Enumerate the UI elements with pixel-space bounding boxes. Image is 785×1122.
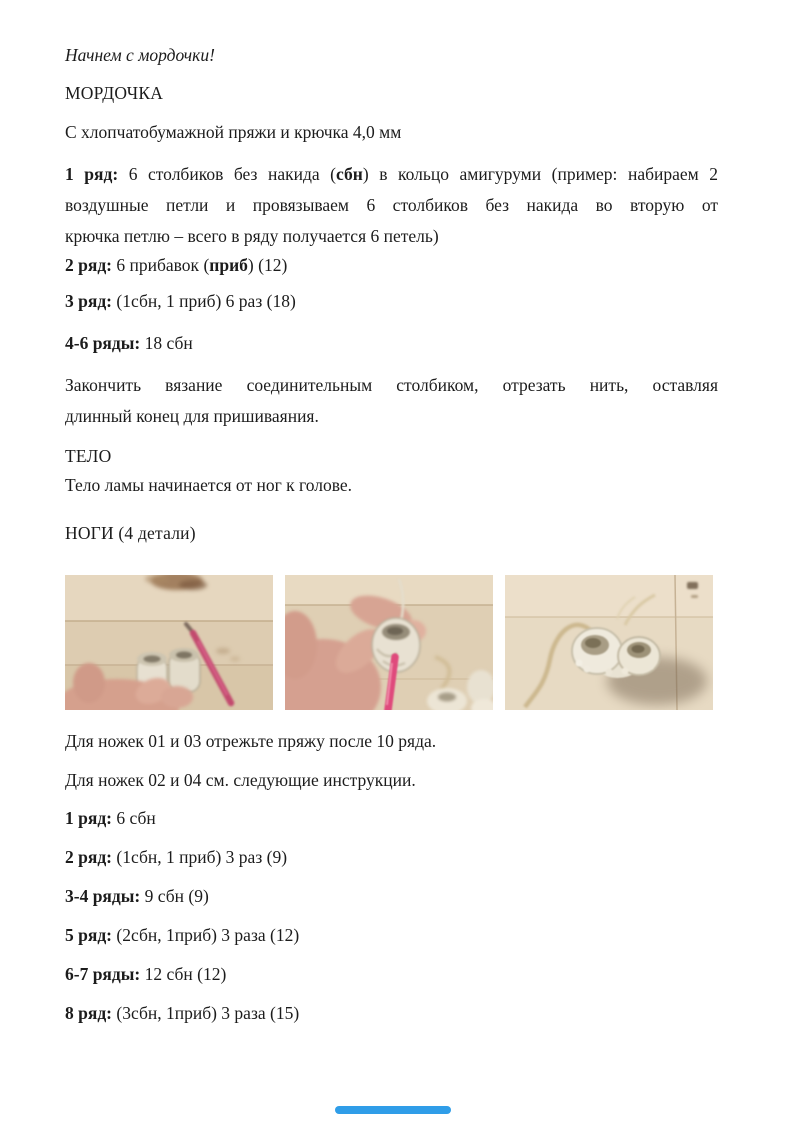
legs-row-2 [65,846,718,868]
legs-rows-6-7 [65,963,718,985]
row-text: ) (12) [247,255,288,275]
row-label: 6-7 ряды: [65,964,141,984]
progress-bar [335,1106,451,1114]
row-label: 1 ряд: [65,808,113,828]
abbrev-prib: приб [209,255,248,275]
muzzle-row-1 [65,159,718,252]
row-label: 4-6 ряды: [65,333,141,353]
muzzle-row-1-line-1 [65,159,718,190]
row-text: (3сбн, 1приб) 3 раза (15) [112,1003,300,1023]
row-text: 6 прибавок ( [112,255,210,275]
row-label: 3 ряд: [65,291,113,311]
row-text: (2сбн, 1приб) 3 раза (12) [112,925,300,945]
row-text: (1сбн, 1 приб) 3 раз (9) [112,847,288,867]
photo-legs-step-3 [505,575,713,710]
row-label: 2 ряд: [65,255,113,275]
section-heading-body: ТЕЛО [65,446,112,466]
row-text: 12 сбн (12) [140,964,227,984]
section-heading-muzzle: МОРДОЧКА [65,83,164,103]
row-text: 6 столбиков без накида ( [118,164,337,184]
section-heading-legs: НОГИ (4 детали) [65,523,196,543]
legs-rows-3-4 [65,885,718,907]
finish-line-2: длинный конец для пришиваяния. [65,406,319,426]
row-text: (1сбн, 1 приб) 6 раз (18) [112,291,296,311]
photo-legs-step-1 [65,575,273,710]
muzzle-rows-4-6 [65,332,718,354]
legs-note-1: Для ножек 01 и 03 отрежьте пряжу после 10 ряда. [65,731,437,751]
row-text: 6 сбн [112,808,156,828]
body-description: Тело ламы начинается от ног к голове. [65,475,353,495]
row-label: 1 ряд: [65,164,119,184]
muzzle-row-1-line-3: крючка петлю – всего в ряду получается 6 петель) [65,226,439,246]
legs-row-1 [65,807,718,829]
row-label: 3-4 ряды: [65,886,141,906]
legs-row-5 [65,924,718,946]
row-label: 8 ряд: [65,1003,113,1023]
row-text: ) в кольцо амигуруми (пример: набираем 2 [362,164,718,184]
muzzle-row-1-line-2: воздушные петли и провязываем 6 столбиков без накида во вторую от [65,195,718,215]
legs-row-8 [65,1002,718,1024]
yarn-info: С хлопчатобумажной пряжи и крючка 4,0 мм [65,122,402,142]
row-text: 9 сбн (9) [140,886,209,906]
intro-note: Начнем с мордочки! [65,45,215,65]
photo-legs-step-2 [285,575,493,710]
finish-line-1: Закончить вязание соединительным столбиком, отрезать нить, оставляя [65,375,718,395]
row-text: 18 сбн [140,333,193,353]
legs-note-2: Для ножек 02 и 04 см. следующие инструкции. [65,770,416,790]
abbrev-sbn: сбн [336,164,363,184]
muzzle-row-3 [65,290,718,312]
finish-paragraph [65,370,718,432]
row-label: 5 ряд: [65,925,113,945]
row-label: 2 ряд: [65,847,113,867]
muzzle-row-2 [65,254,718,276]
photo-strip [65,575,718,710]
